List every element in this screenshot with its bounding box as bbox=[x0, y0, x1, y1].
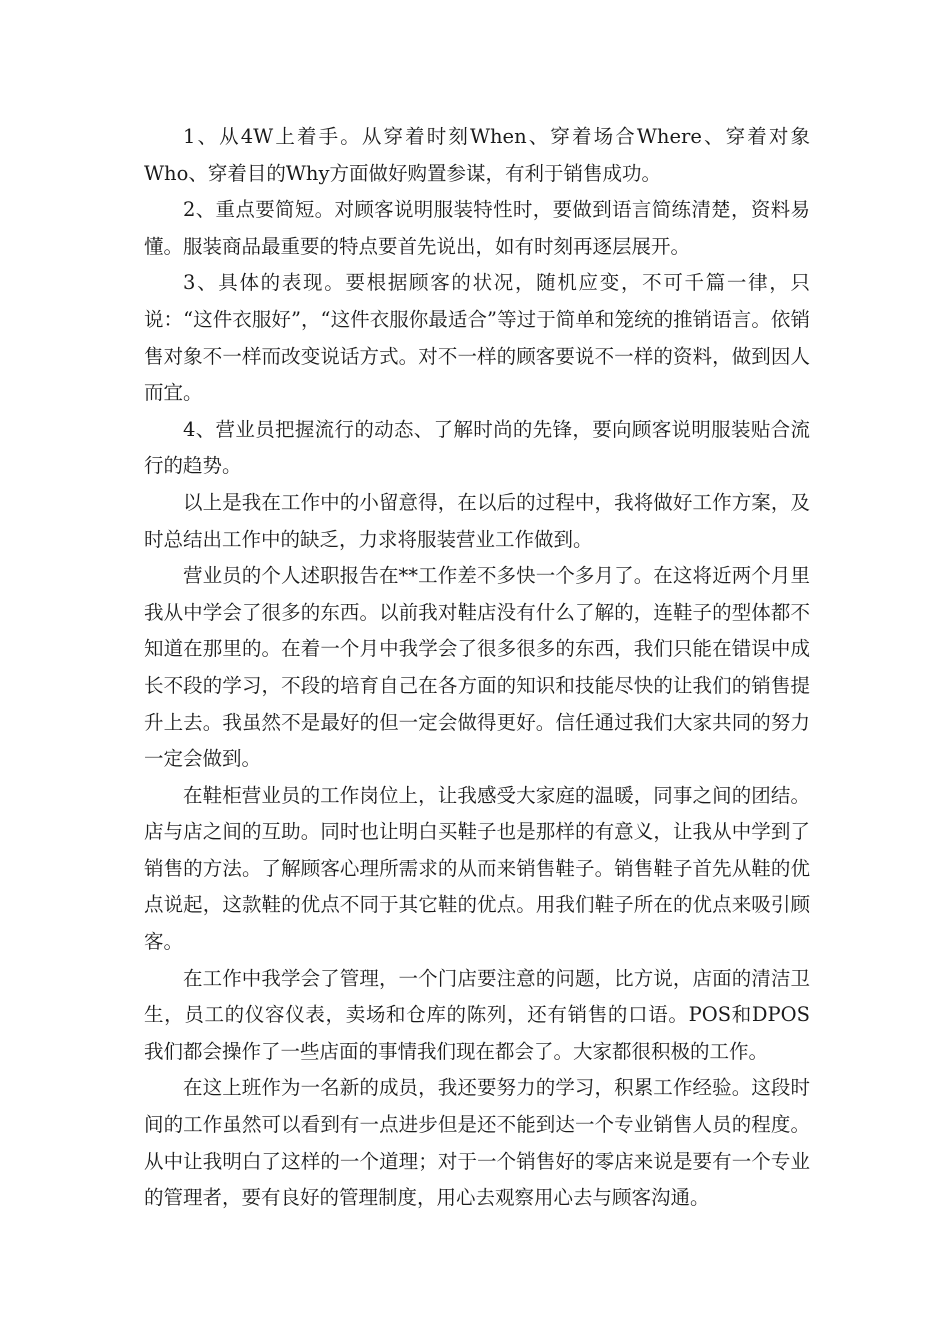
paragraph: 1、从4W上着手。从穿着时刻When、穿着场合Where、穿着对象Who、穿着目的Why方面做好购置参谋，有利于销售成功。 bbox=[144, 125, 810, 185]
paragraph: 以上是我在工作中的小留意得，在以后的过程中，我将做好工作方案，及时总结出工作中的缺乏，力求将服装营业工作做到。 bbox=[144, 490, 810, 551]
paragraph: 4、营业员把握流行的动态、了解时尚的先锋，要向顾客说明服装贴合流行的趋势。 bbox=[144, 417, 810, 478]
document-body bbox=[144, 119, 810, 1217]
paragraph: 3、具体的表现。要根据顾客的状况，随机应变，不可千篇一律，只说：“这件衣服好”，“这件衣服你最适合”等过于简单和笼统的推销语言。依销售对象不一样而改变说话方式。对不一样的顾客要说不一样的资料，做到因人而宜。 bbox=[144, 271, 810, 405]
paragraph: 在鞋柜营业员的工作岗位上，让我感受大家庭的温暖，同事之间的团结。店与店之间的互助。同时也让明白买鞋子也是那样的有意义，让我从中学到了销售的方法。了解顾客心理所需求的从而来销售鞋子。销售鞋子首先从鞋的优点说起，这款鞋的优点不同于其它鞋的优点。用我们鞋子所在的优点来吸引顾客。 bbox=[144, 783, 810, 954]
paragraph: 在这上班作为一名新的成员，我还要努力的学习，积累工作经验。这段时间的工作虽然可以看到有一点进步但是还不能到达一个专业销售人员的程度。从中让我明白了这样的一个道理；对于一个销售好的零店来说是要有一个专业的管理者，要有良好的管理制度，用心去观察用心去与顾客沟通。 bbox=[144, 1076, 810, 1210]
paragraph: 营业员的个人述职报告在**工作差不多快一个多月了。在这将近两个月里我从中学会了很多的东西。以前我对鞋店没有什么了解的，连鞋子的型体都不知道在那里的。在着一个月中我学会了很多很多的东西，我们只能在错误中成长不段的学习，不段的培育自己在各方面的知识和技能尽快的让我们的销售提升上去。我虽然不是最好的但一定会做得更好。信任通过我们大家共同的努力一定会做到。 bbox=[144, 564, 810, 771]
paragraph: 2、重点要简短。对顾客说明服装特性时，要做到语言简练清楚，资料易懂。服装商品最重要的特点要首先说出，如有时刻再逐层展开。 bbox=[144, 198, 810, 258]
paragraph: 在工作中我学会了管理，一个门店要注意的问题，比方说，店面的清洁卫生，员工的仪容仪表，卖场和仓库的陈列，还有销售的口语。POS和DPOS我们都会操作了一些店面的事情我们现在都会了。大家都很积极的工作。 bbox=[144, 966, 810, 1063]
